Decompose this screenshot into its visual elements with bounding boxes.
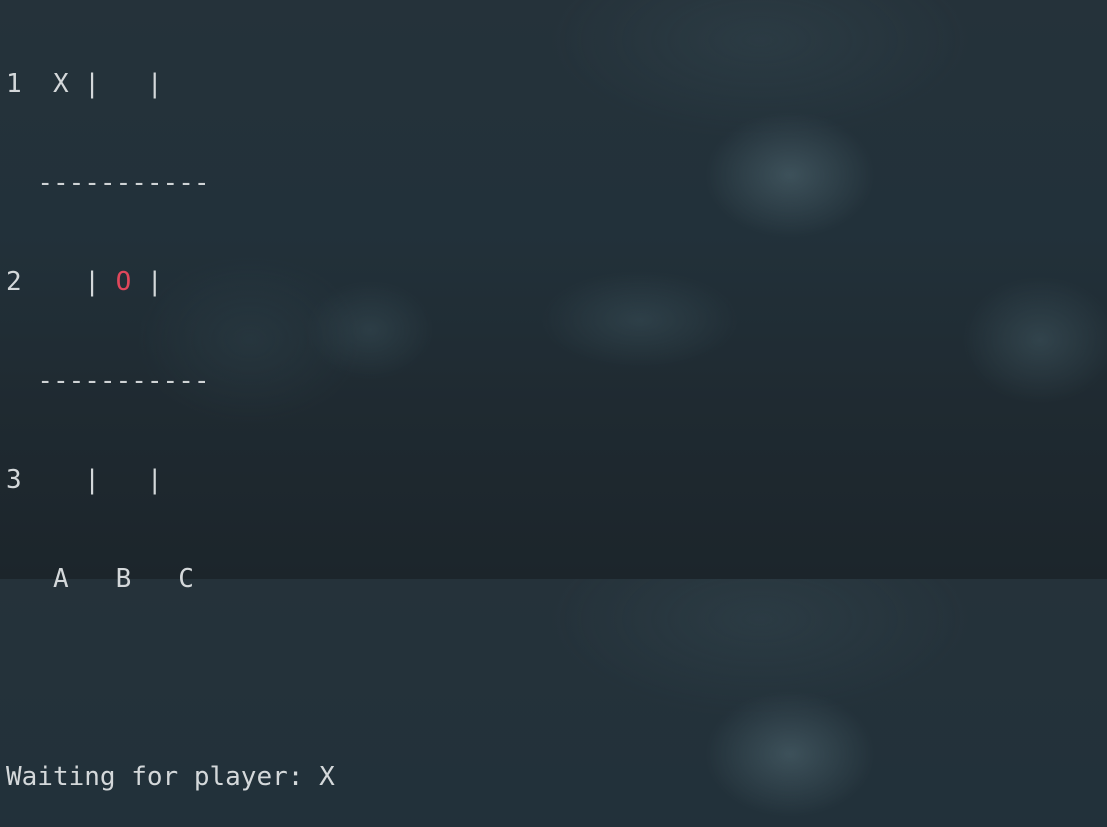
separator-1: ----------- (37, 168, 210, 198)
cell-b2: O (115, 267, 132, 297)
column-label-b: B (115, 564, 132, 594)
column-label-a: A (52, 564, 69, 594)
column-labels (6, 563, 335, 596)
board-separator-1 (6, 167, 335, 200)
status-message: Waiting for player: X (6, 762, 335, 792)
terminal-output (6, 2, 335, 827)
board-row-3: 3 | | (6, 464, 335, 497)
cell-c3 (178, 465, 194, 495)
board-row-1: 1 X | | (6, 68, 335, 101)
cell-a3 (53, 465, 69, 495)
board-separator-2 (6, 365, 335, 398)
row-label-3: 3 (6, 465, 22, 495)
row-label-1: 1 (6, 69, 22, 99)
cell-b3 (116, 465, 132, 495)
column-label-c: C (178, 564, 194, 594)
cell-b1 (116, 69, 132, 99)
blank-line (6, 662, 335, 695)
separator-2: ----------- (37, 366, 210, 396)
cell-c1 (178, 69, 194, 99)
cell-c2 (178, 267, 194, 297)
cell-a2 (53, 267, 69, 297)
cell-a1: X (52, 69, 69, 99)
board-row-2: 2 | O | (6, 266, 335, 299)
row-label-2: 2 (6, 267, 22, 297)
